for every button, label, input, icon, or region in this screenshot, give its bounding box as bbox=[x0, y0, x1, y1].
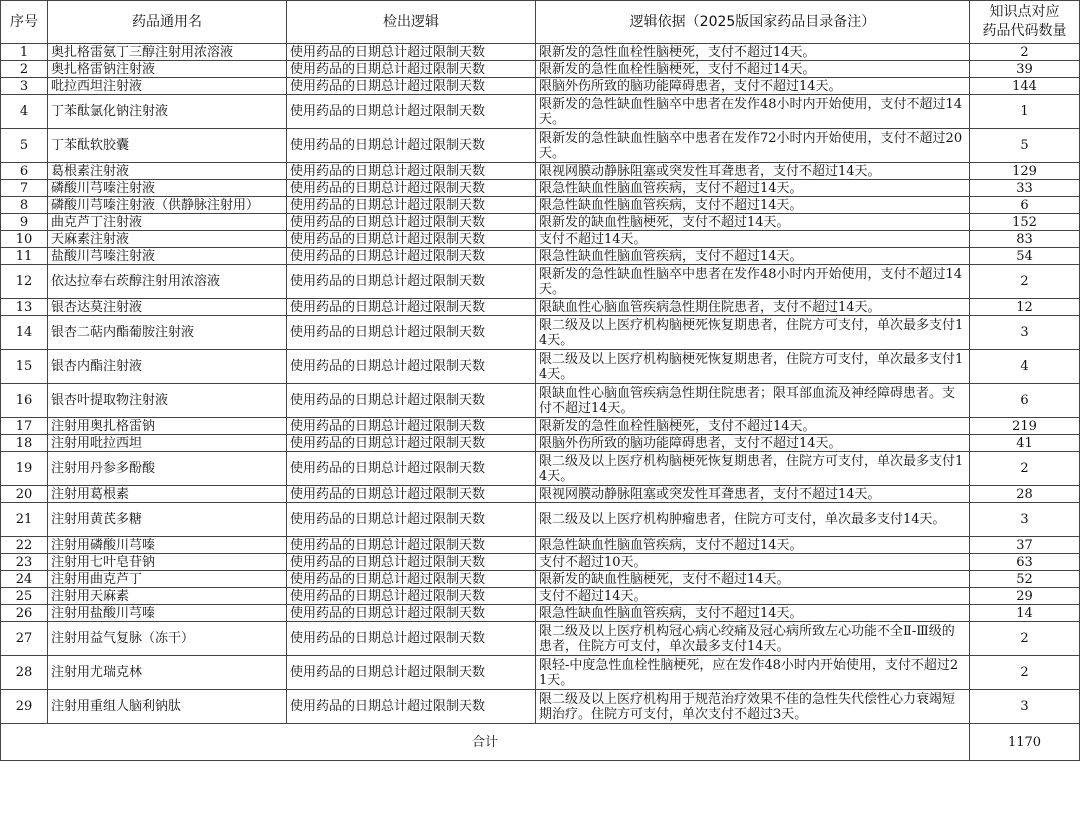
row-logic-basis: 限急性缺血性脑血管疾病，支付不超过14天。 bbox=[536, 248, 970, 265]
table-row bbox=[1, 418, 1080, 435]
row-code-count: 2 bbox=[970, 622, 1080, 656]
row-code-count: 2 bbox=[970, 656, 1080, 690]
row-index: 10 bbox=[1, 231, 48, 248]
row-logic-basis: 限二级及以上医疗机构用于规范治疗效果不佳的急性失代偿性心力衰竭短期治疗。住院方可支付，单次支付不超过3天。 bbox=[536, 690, 970, 724]
row-check-logic: 使用药品的日期总计超过限制天数 bbox=[287, 95, 536, 129]
row-code-count: 2 bbox=[970, 44, 1080, 61]
table-row bbox=[1, 384, 1080, 418]
row-code-count: 4 bbox=[970, 350, 1080, 384]
row-index: 12 bbox=[1, 265, 48, 299]
row-logic-basis: 限视网膜动静脉阻塞或突发性耳聋患者，支付不超过14天。 bbox=[536, 163, 970, 180]
row-logic-basis: 限二级及以上医疗机构肿瘤患者，住院方可支付，单次最多支付14天。 bbox=[536, 503, 970, 537]
row-drug-name: 丁苯酞氯化钠注射液 bbox=[48, 95, 287, 129]
row-index: 27 bbox=[1, 622, 48, 656]
row-drug-name: 盐酸川芎嗪注射液 bbox=[48, 248, 287, 265]
row-code-count: 144 bbox=[970, 78, 1080, 95]
row-code-count: 33 bbox=[970, 180, 1080, 197]
row-logic-basis: 限新发的急性缺血性脑卒中患者在发作72小时内开始使用，支付不超过20天。 bbox=[536, 129, 970, 163]
row-code-count: 3 bbox=[970, 690, 1080, 724]
row-check-logic: 使用药品的日期总计超过限制天数 bbox=[287, 316, 536, 350]
table-row bbox=[1, 180, 1080, 197]
row-drug-name: 奥扎格雷氨丁三醇注射用浓溶液 bbox=[48, 44, 287, 61]
row-code-count: 37 bbox=[970, 537, 1080, 554]
row-index: 17 bbox=[1, 418, 48, 435]
row-index: 24 bbox=[1, 571, 48, 588]
row-drug-name: 曲克芦丁注射液 bbox=[48, 214, 287, 231]
row-index: 19 bbox=[1, 452, 48, 486]
table-row bbox=[1, 656, 1080, 690]
row-check-logic: 使用药品的日期总计超过限制天数 bbox=[287, 265, 536, 299]
table-row bbox=[1, 622, 1080, 656]
row-check-logic: 使用药品的日期总计超过限制天数 bbox=[287, 78, 536, 95]
row-code-count: 5 bbox=[970, 129, 1080, 163]
total-row bbox=[1, 724, 1080, 761]
row-index: 6 bbox=[1, 163, 48, 180]
table-row bbox=[1, 299, 1080, 316]
row-index: 13 bbox=[1, 299, 48, 316]
table-row bbox=[1, 588, 1080, 605]
row-code-count: 14 bbox=[970, 605, 1080, 622]
row-check-logic: 使用药品的日期总计超过限制天数 bbox=[287, 248, 536, 265]
row-index: 18 bbox=[1, 435, 48, 452]
table-row bbox=[1, 129, 1080, 163]
row-code-count: 3 bbox=[970, 316, 1080, 350]
row-logic-basis: 限缺血性心脑血管疾病急性期住院患者，支付不超过14天。 bbox=[536, 299, 970, 316]
row-code-count: 41 bbox=[970, 435, 1080, 452]
row-logic-basis: 限视网膜动静脉阻塞或突发性耳聋患者，支付不超过14天。 bbox=[536, 486, 970, 503]
row-check-logic: 使用药品的日期总计超过限制天数 bbox=[287, 418, 536, 435]
row-drug-name: 银杏二萜内酯葡胺注射液 bbox=[48, 316, 287, 350]
row-check-logic: 使用药品的日期总计超过限制天数 bbox=[287, 231, 536, 248]
row-logic-basis: 限新发的急性缺血性脑卒中患者在发作48小时内开始使用，支付不超过14天。 bbox=[536, 265, 970, 299]
row-index: 3 bbox=[1, 78, 48, 95]
row-index: 11 bbox=[1, 248, 48, 265]
header-drug-name: 药品通用名 bbox=[48, 1, 287, 44]
row-index: 28 bbox=[1, 656, 48, 690]
row-index: 1 bbox=[1, 44, 48, 61]
row-index: 29 bbox=[1, 690, 48, 724]
row-logic-basis: 限急性缺血性脑血管疾病，支付不超过14天。 bbox=[536, 197, 970, 214]
row-drug-name: 注射用盐酸川芎嗪 bbox=[48, 605, 287, 622]
row-code-count: 219 bbox=[970, 418, 1080, 435]
row-code-count: 6 bbox=[970, 197, 1080, 214]
row-check-logic: 使用药品的日期总计超过限制天数 bbox=[287, 197, 536, 214]
row-code-count: 2 bbox=[970, 265, 1080, 299]
row-drug-name: 磷酸川芎嗪注射液（供静脉注射用） bbox=[48, 197, 287, 214]
row-logic-basis: 限轻-中度急性血栓性脑梗死，应在发作48小时内开始使用，支付不超过21天。 bbox=[536, 656, 970, 690]
row-drug-name: 注射用天麻素 bbox=[48, 588, 287, 605]
row-drug-name: 注射用葛根素 bbox=[48, 486, 287, 503]
table-row bbox=[1, 435, 1080, 452]
row-check-logic: 使用药品的日期总计超过限制天数 bbox=[287, 384, 536, 418]
row-drug-name: 丁苯酞软胶囊 bbox=[48, 129, 287, 163]
table-row bbox=[1, 78, 1080, 95]
header-code-count bbox=[970, 1, 1080, 44]
table-row bbox=[1, 503, 1080, 537]
row-drug-name: 注射用益气复脉（冻干） bbox=[48, 622, 287, 656]
row-code-count: 83 bbox=[970, 231, 1080, 248]
row-index: 20 bbox=[1, 486, 48, 503]
row-check-logic: 使用药品的日期总计超过限制天数 bbox=[287, 180, 536, 197]
row-check-logic: 使用药品的日期总计超过限制天数 bbox=[287, 690, 536, 724]
table-row bbox=[1, 265, 1080, 299]
row-check-logic: 使用药品的日期总计超过限制天数 bbox=[287, 435, 536, 452]
row-drug-name: 银杏达莫注射液 bbox=[48, 299, 287, 316]
header-code-count-line1: 知识点对应 bbox=[989, 4, 1060, 20]
row-drug-name: 注射用磷酸川芎嗪 bbox=[48, 537, 287, 554]
row-code-count: 3 bbox=[970, 503, 1080, 537]
row-index: 15 bbox=[1, 350, 48, 384]
row-check-logic: 使用药品的日期总计超过限制天数 bbox=[287, 537, 536, 554]
row-index: 4 bbox=[1, 95, 48, 129]
row-code-count: 54 bbox=[970, 248, 1080, 265]
table-row bbox=[1, 690, 1080, 724]
row-index: 16 bbox=[1, 384, 48, 418]
row-index: 22 bbox=[1, 537, 48, 554]
row-check-logic: 使用药品的日期总计超过限制天数 bbox=[287, 588, 536, 605]
row-logic-basis: 限二级及以上医疗机构脑梗死恢复期患者，住院方可支付，单次最多支付14天。 bbox=[536, 350, 970, 384]
row-code-count: 52 bbox=[970, 571, 1080, 588]
row-check-logic: 使用药品的日期总计超过限制天数 bbox=[287, 605, 536, 622]
header-code-count-line2: 药品代码数量 bbox=[982, 23, 1067, 39]
row-logic-basis: 限二级及以上医疗机构冠心病心绞痛及冠心病所致左心功能不全Ⅱ-Ⅲ级的患者，住院方可支付，单次最多支付14天。 bbox=[536, 622, 970, 656]
row-logic-basis: 限二级及以上医疗机构脑梗死恢复期患者，住院方可支付，单次最多支付14天。 bbox=[536, 452, 970, 486]
row-logic-basis: 支付不超过10天。 bbox=[536, 554, 970, 571]
row-logic-basis: 限新发的急性血栓性脑梗死，支付不超过14天。 bbox=[536, 44, 970, 61]
table-header-row bbox=[1, 1, 1080, 44]
row-check-logic: 使用药品的日期总计超过限制天数 bbox=[287, 214, 536, 231]
row-code-count: 29 bbox=[970, 588, 1080, 605]
row-drug-name: 奥扎格雷钠注射液 bbox=[48, 61, 287, 78]
row-index: 7 bbox=[1, 180, 48, 197]
row-check-logic: 使用药品的日期总计超过限制天数 bbox=[287, 350, 536, 384]
row-check-logic: 使用药品的日期总计超过限制天数 bbox=[287, 61, 536, 78]
row-check-logic: 使用药品的日期总计超过限制天数 bbox=[287, 129, 536, 163]
row-index: 21 bbox=[1, 503, 48, 537]
row-drug-name: 注射用吡拉西坦 bbox=[48, 435, 287, 452]
row-code-count: 6 bbox=[970, 384, 1080, 418]
row-index: 25 bbox=[1, 588, 48, 605]
table-row bbox=[1, 537, 1080, 554]
row-code-count: 2 bbox=[970, 452, 1080, 486]
row-logic-basis: 限急性缺血性脑血管疾病，支付不超过14天。 bbox=[536, 180, 970, 197]
row-logic-basis: 限急性缺血性脑血管疾病，支付不超过14天。 bbox=[536, 605, 970, 622]
row-index: 8 bbox=[1, 197, 48, 214]
row-code-count: 1 bbox=[970, 95, 1080, 129]
table-body bbox=[1, 44, 1080, 724]
table-row bbox=[1, 95, 1080, 129]
row-check-logic: 使用药品的日期总计超过限制天数 bbox=[287, 503, 536, 537]
table-row bbox=[1, 197, 1080, 214]
row-drug-name: 注射用尤瑞克林 bbox=[48, 656, 287, 690]
row-drug-name: 磷酸川芎嗪注射液 bbox=[48, 180, 287, 197]
row-check-logic: 使用药品的日期总计超过限制天数 bbox=[287, 571, 536, 588]
row-index: 26 bbox=[1, 605, 48, 622]
total-label: 合计 bbox=[1, 724, 970, 761]
table-row bbox=[1, 350, 1080, 384]
row-logic-basis: 支付不超过14天。 bbox=[536, 231, 970, 248]
row-logic-basis: 限急性缺血性脑血管疾病，支付不超过14天。 bbox=[536, 537, 970, 554]
row-logic-basis: 限缺血性心脑血管疾病急性期住院患者；限耳部血流及神经障碍患者。支付不超过14天。 bbox=[536, 384, 970, 418]
row-drug-name: 注射用奥扎格雷钠 bbox=[48, 418, 287, 435]
row-drug-name: 银杏内酯注射液 bbox=[48, 350, 287, 384]
row-check-logic: 使用药品的日期总计超过限制天数 bbox=[287, 622, 536, 656]
row-code-count: 63 bbox=[970, 554, 1080, 571]
row-check-logic: 使用药品的日期总计超过限制天数 bbox=[287, 44, 536, 61]
row-code-count: 12 bbox=[970, 299, 1080, 316]
row-check-logic: 使用药品的日期总计超过限制天数 bbox=[287, 163, 536, 180]
row-check-logic: 使用药品的日期总计超过限制天数 bbox=[287, 554, 536, 571]
row-logic-basis: 限脑外伤所致的脑功能障碍患者，支付不超过14天。 bbox=[536, 435, 970, 452]
table-row bbox=[1, 571, 1080, 588]
row-index: 5 bbox=[1, 129, 48, 163]
row-logic-basis: 限脑外伤所致的脑功能障碍患者，支付不超过14天。 bbox=[536, 78, 970, 95]
table-row bbox=[1, 486, 1080, 503]
row-code-count: 28 bbox=[970, 486, 1080, 503]
row-drug-name: 银杏叶提取物注射液 bbox=[48, 384, 287, 418]
table-row bbox=[1, 231, 1080, 248]
table-row bbox=[1, 61, 1080, 78]
table-row bbox=[1, 214, 1080, 231]
header-logic-basis: 逻辑依据（2025版国家药品目录备注） bbox=[536, 1, 970, 44]
row-drug-name: 注射用重组人脑利钠肽 bbox=[48, 690, 287, 724]
row-check-logic: 使用药品的日期总计超过限制天数 bbox=[287, 452, 536, 486]
row-logic-basis: 限二级及以上医疗机构脑梗死恢复期患者，住院方可支付，单次最多支付14天。 bbox=[536, 316, 970, 350]
row-drug-name: 依达拉奉右莰醇注射用浓溶液 bbox=[48, 265, 287, 299]
row-drug-name: 天麻素注射液 bbox=[48, 231, 287, 248]
row-drug-name: 葛根素注射液 bbox=[48, 163, 287, 180]
row-code-count: 152 bbox=[970, 214, 1080, 231]
row-code-count: 39 bbox=[970, 61, 1080, 78]
row-index: 2 bbox=[1, 61, 48, 78]
header-check-logic: 检出逻辑 bbox=[287, 1, 536, 44]
total-count: 1170 bbox=[970, 724, 1080, 761]
table-row bbox=[1, 163, 1080, 180]
row-check-logic: 使用药品的日期总计超过限制天数 bbox=[287, 486, 536, 503]
row-drug-name: 吡拉西坦注射液 bbox=[48, 78, 287, 95]
row-check-logic: 使用药品的日期总计超过限制天数 bbox=[287, 656, 536, 690]
row-check-logic: 使用药品的日期总计超过限制天数 bbox=[287, 299, 536, 316]
row-logic-basis: 限新发的急性缺血性脑卒中患者在发作48小时内开始使用，支付不超过14天。 bbox=[536, 95, 970, 129]
table-row bbox=[1, 316, 1080, 350]
row-drug-name: 注射用曲克芦丁 bbox=[48, 571, 287, 588]
row-drug-name: 注射用丹参多酚酸 bbox=[48, 452, 287, 486]
row-drug-name: 注射用黄芪多糖 bbox=[48, 503, 287, 537]
row-drug-name: 注射用七叶皂苷钠 bbox=[48, 554, 287, 571]
row-logic-basis: 限新发的急性血栓性脑梗死，支付不超过14天。 bbox=[536, 418, 970, 435]
table-row bbox=[1, 44, 1080, 61]
header-index: 序号 bbox=[1, 1, 48, 44]
row-index: 9 bbox=[1, 214, 48, 231]
row-index: 23 bbox=[1, 554, 48, 571]
row-logic-basis: 限新发的缺血性脑梗死，支付不超过14天。 bbox=[536, 571, 970, 588]
row-index: 14 bbox=[1, 316, 48, 350]
table-row bbox=[1, 452, 1080, 486]
row-logic-basis: 支付不超过14天。 bbox=[536, 588, 970, 605]
row-logic-basis: 限新发的急性血栓性脑梗死，支付不超过14天。 bbox=[536, 61, 970, 78]
table-row bbox=[1, 605, 1080, 622]
table-row bbox=[1, 248, 1080, 265]
table-row bbox=[1, 554, 1080, 571]
row-code-count: 129 bbox=[970, 163, 1080, 180]
row-logic-basis: 限新发的缺血性脑梗死，支付不超过14天。 bbox=[536, 214, 970, 231]
